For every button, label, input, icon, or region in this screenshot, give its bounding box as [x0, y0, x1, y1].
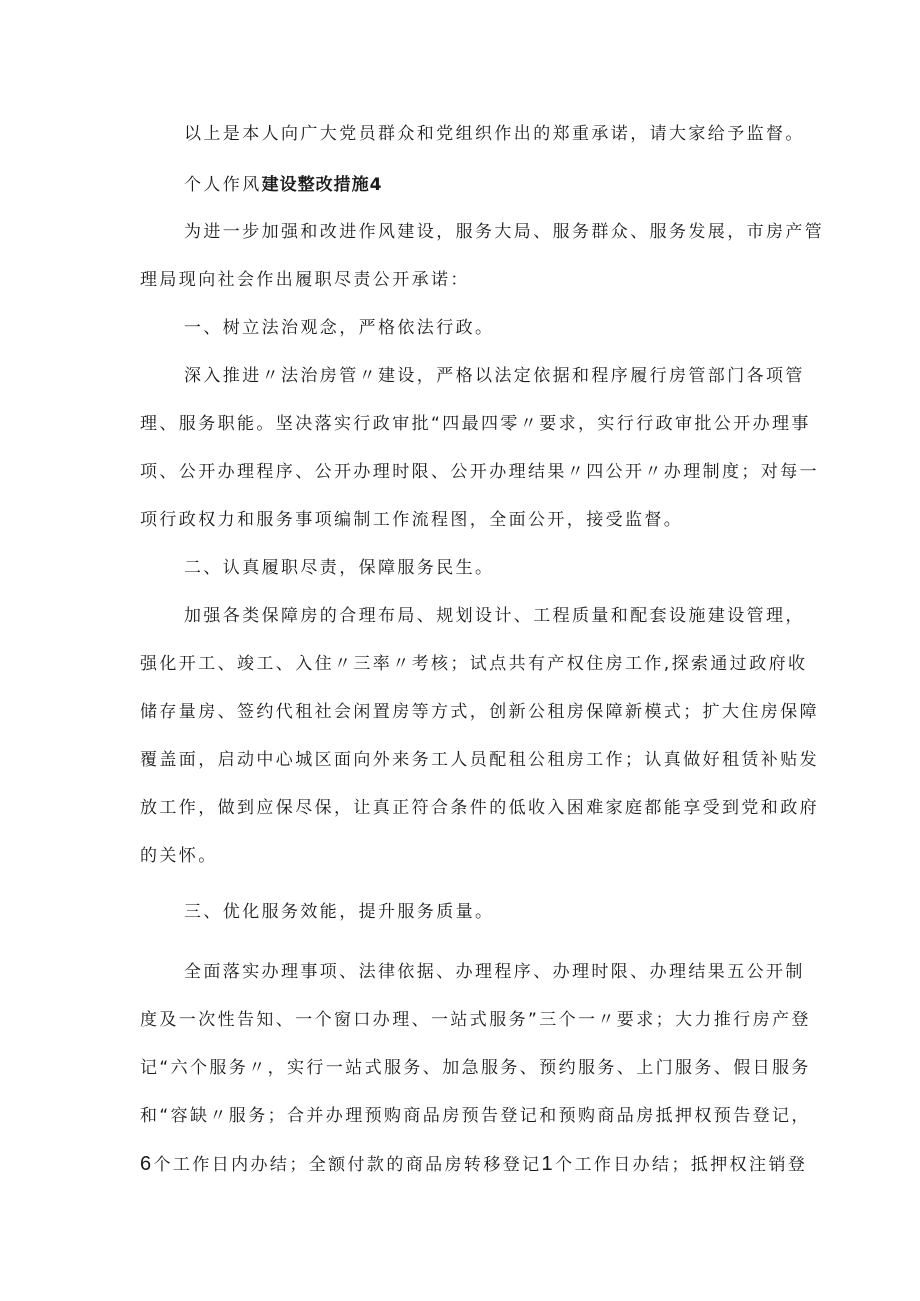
section3-line-1: 全面落实办理事项、法律依据、办理程序、办理时限、办理结果五公开制 — [184, 962, 805, 982]
intro-line-1: 为进一步加强和改进作风建设，服务大局、服务群众、服务发展，市房产管 — [184, 222, 825, 242]
section3-line-2: 度及一次性告知、一个窗口办理、一站式服务”三个一〃要求；大力推行房产登 — [140, 1010, 811, 1030]
section2-line-4: 覆盖面，启动中心城区面向外来务工人员配租公租房工作；认真做好租赁补贴发 — [140, 750, 819, 770]
section2-line-2: 强化开工、竣工、入住〃三率〃考核；试点共有产权住房工作,探索通过政府收 — [140, 654, 808, 674]
section3-heading: 三、优化服务效能，提升服务质量。 — [184, 902, 495, 922]
section1-heading: 一、树立法治观念，严格依法行政。 — [184, 318, 495, 338]
section3-line-3: 记“六个服务〃，实行一站式服务、加急服务、预约服务、上门服务、假日服务 — [140, 1058, 811, 1078]
section-title-plain: 个人作风 — [184, 175, 262, 195]
section1-line-4: 项行政权力和服务事项编制工作流程图，全面公开，接受监督。 — [140, 510, 684, 530]
workdays-number-6: 6 — [140, 1153, 154, 1175]
section3-line-4: 和“容缺〃服务；合并办理预购商品房预告登记和预购商品房抵押权预告登记， — [140, 1106, 811, 1126]
workdays-number-1: 1 — [541, 1153, 556, 1175]
section2-line-1: 加强各类保障房的合理布局、规划设计、工程质量和配套设施建设管理， — [184, 606, 805, 626]
section2-line-6: 的关怀。 — [140, 846, 218, 866]
section3-line-5-text-b: 个工作日办结；抵押权注销登 — [555, 1155, 808, 1175]
closing-paragraph: 以上是本人向广大党员群众和党组织作出的郑重承诺，请大家给予监督。 — [184, 124, 805, 144]
section2-line-5: 放工作，做到应保尽保，让真正符合条件的低收入困难家庭都能享受到党和政府 — [140, 798, 819, 818]
section2-line-3: 储存量房、签约代租社会闲置房等方式，创新公租房保障新模式；扩大住房保障 — [140, 702, 819, 722]
section2-heading: 二、认真履职尽责，保障服务民生。 — [184, 558, 495, 578]
section-title — [184, 173, 382, 197]
section-title-bold: 建设整改措施4 — [261, 175, 383, 195]
section3-line-5-text-a: 个工作日内办结；全额付款的商品房转移登记 — [153, 1155, 542, 1175]
section1-line-2: 理、服务职能。坚决落实行政审批“四最四零〃要求，实行行政审批公开办理事 — [140, 414, 811, 434]
section1-line-3: 项、公开办理程序、公开办理时限、公开办理结果〃四公开〃办理制度；对每一 — [140, 462, 819, 482]
intro-line-2: 理局现向社会作出履职尽责公开承诺： — [140, 270, 470, 290]
section3-line-5 — [140, 1152, 807, 1177]
section1-line-1: 深入推进〃法治房管〃建设，严格以法定依据和程序履行房管部门各项管 — [184, 366, 805, 386]
